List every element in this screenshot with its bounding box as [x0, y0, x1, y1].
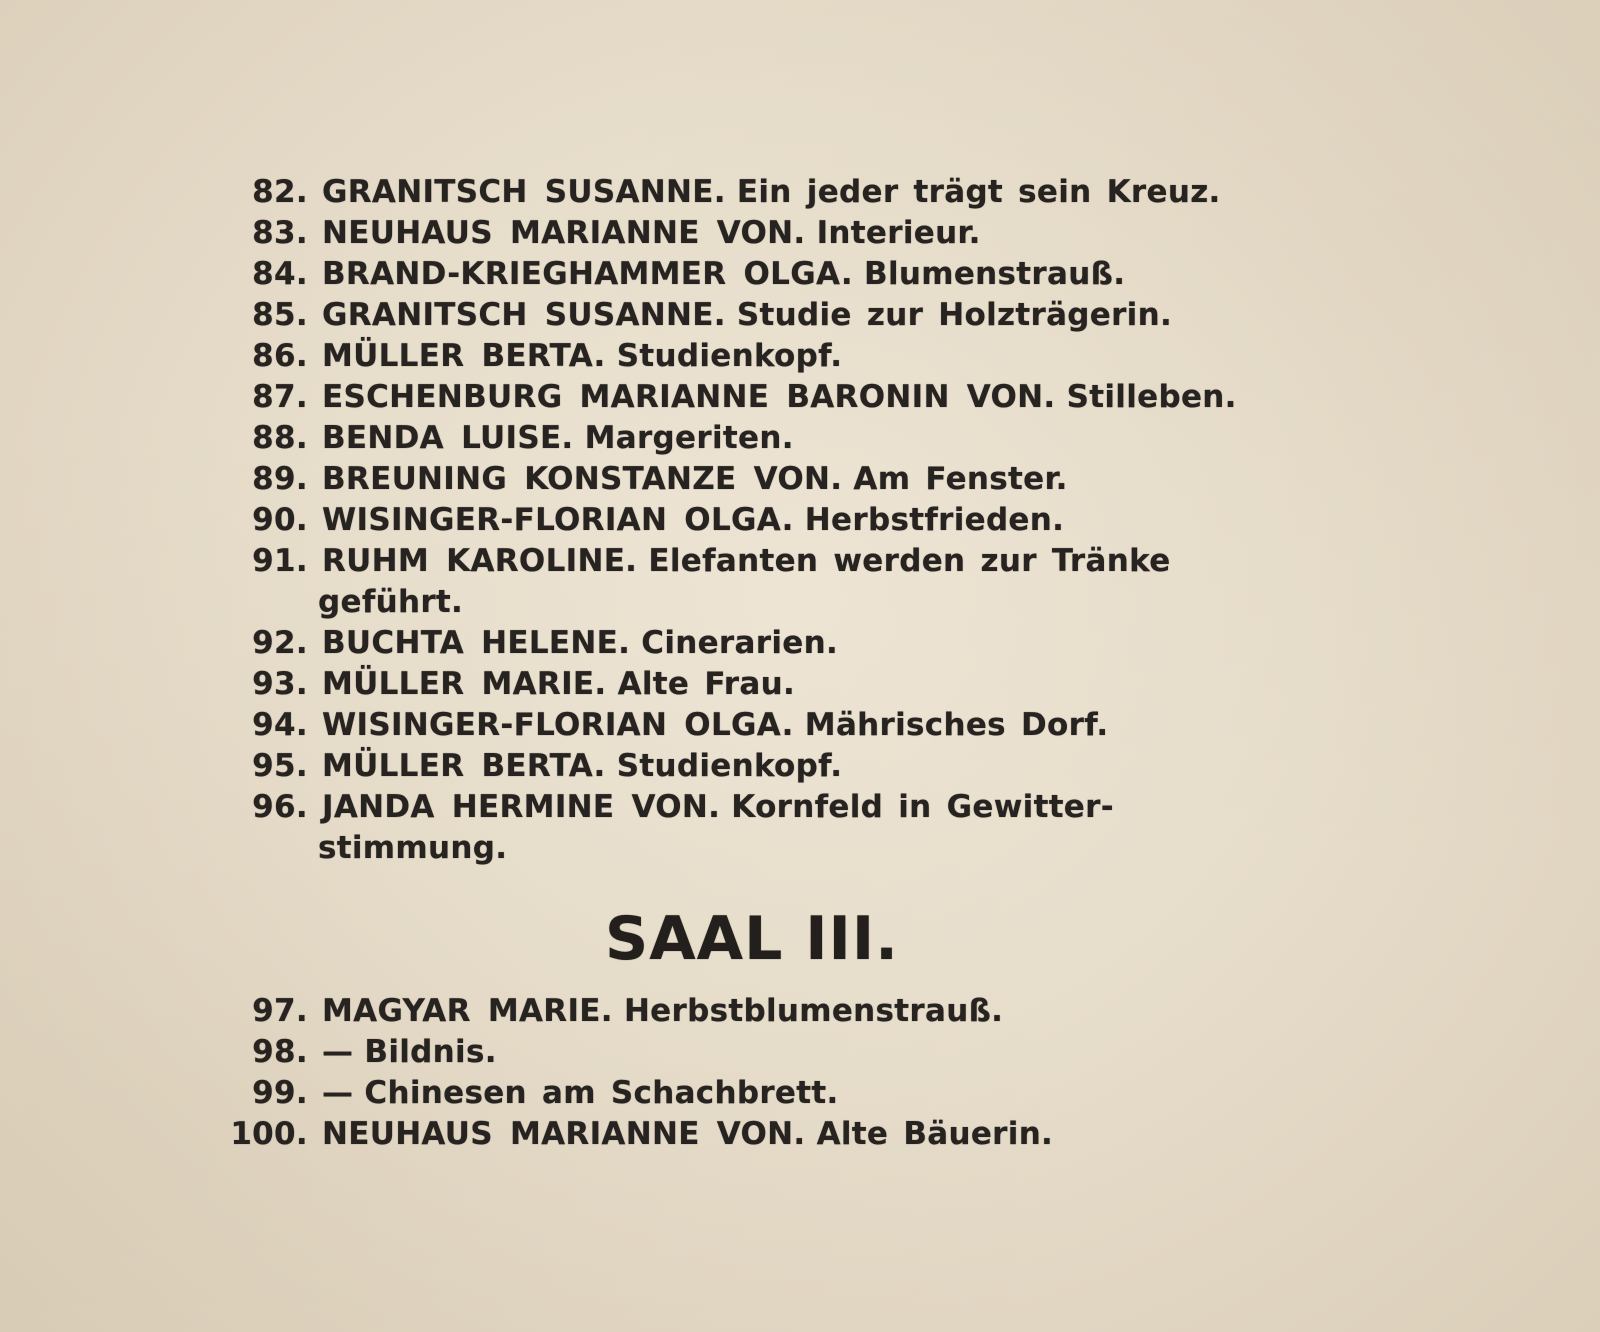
catalogue-entry-100: [212, 1114, 1362, 1155]
catalogue-entry-89: [212, 459, 1362, 500]
entry-number: 98.: [252, 1034, 308, 1070]
entry-number: 92.: [252, 625, 308, 661]
catalogue-list: [212, 172, 1362, 1155]
catalogue-entry-82: [212, 172, 1362, 213]
entry-title-continuation: geführt.: [318, 584, 464, 620]
section-heading-saal-iii: SAAL III.: [605, 904, 899, 974]
catalogue-entry-90: [212, 500, 1362, 541]
entry-artist: ESCHENBURG MARIANNE BARONIN VON.: [322, 379, 1056, 415]
entry-title: Bildnis.: [364, 1034, 497, 1070]
entry-artist: BENDA LUISE.: [322, 420, 574, 456]
entry-number: 82.: [252, 174, 308, 210]
catalogue-entry-84: [212, 254, 1362, 295]
section-two-entries: [212, 172, 1362, 869]
entry-number: 87.: [252, 379, 308, 415]
entry-number: 84.: [252, 256, 308, 292]
entry-number: 86.: [252, 338, 308, 374]
entry-number: 100.: [230, 1116, 308, 1152]
entry-title-continuation: stimmung.: [318, 830, 508, 866]
entry-title: Margeriten.: [584, 420, 794, 456]
entry-title: Herbstfrieden.: [804, 502, 1065, 538]
entry-number: 83.: [252, 215, 308, 251]
entry-artist: GRANITSCH SUSANNE.: [322, 297, 726, 333]
catalogue-entry-99: [212, 1073, 1362, 1114]
entry-title: Studienkopf.: [616, 338, 843, 374]
catalogue-entry-83: [212, 213, 1362, 254]
catalogue-entry-95: [212, 746, 1362, 787]
catalogue-entry-98: [212, 1032, 1362, 1073]
entry-title: Mährisches Dorf.: [804, 707, 1109, 743]
catalogue-entry-92: [212, 623, 1362, 664]
entry-title: Stilleben.: [1066, 379, 1237, 415]
catalogue-entry-86: [212, 336, 1362, 377]
entry-artist: NEUHAUS MARIANNE VON.: [322, 1116, 806, 1152]
entry-artist: WISINGER-FLORIAN OLGA.: [322, 502, 794, 538]
entry-title: Studienkopf.: [616, 748, 843, 784]
entry-title: Chinesen am Schachbrett.: [364, 1075, 839, 1111]
entry-number: 88.: [252, 420, 308, 456]
entry-artist: BUCHTA HELENE.: [322, 625, 631, 661]
entry-artist-ditto-dash: —: [322, 1075, 354, 1111]
entry-artist: WISINGER-FLORIAN OLGA.: [322, 707, 794, 743]
entry-artist: MAGYAR MARIE.: [322, 993, 613, 1029]
entry-title: Am Fenster.: [853, 461, 1068, 497]
section-three-entries: [212, 991, 1362, 1155]
entry-artist: JANDA HERMINE VON.: [322, 789, 721, 825]
entry-artist: MÜLLER BERTA.: [322, 338, 606, 374]
entry-artist: NEUHAUS MARIANNE VON.: [322, 215, 806, 251]
entry-artist: MÜLLER MARIE.: [322, 666, 607, 702]
entry-number: 89.: [252, 461, 308, 497]
entry-number: 93.: [252, 666, 308, 702]
entry-title: Studie zur Holzträgerin.: [736, 297, 1173, 333]
entry-number: 97.: [252, 993, 308, 1029]
entry-title: Alte Frau.: [617, 666, 796, 702]
catalogue-entry-97: [212, 991, 1362, 1032]
catalogue-entry-96: [212, 787, 1362, 869]
entry-number: 85.: [252, 297, 308, 333]
entry-title: Ein jeder trägt sein Kreuz.: [736, 174, 1221, 210]
entry-artist-ditto-dash: —: [322, 1034, 354, 1070]
entry-artist: BRAND-KRIEGHAMMER OLGA.: [322, 256, 853, 292]
entry-title: Elefanten werden zur Tränke: [648, 543, 1171, 579]
entry-number: 99.: [252, 1075, 308, 1111]
catalogue-entry-91: [212, 541, 1362, 623]
entry-artist: MÜLLER BERTA.: [322, 748, 606, 784]
entry-artist: GRANITSCH SUSANNE.: [322, 174, 726, 210]
entry-artist: RUHM KAROLINE.: [322, 543, 638, 579]
entry-title: Kornfeld in Gewitter-: [731, 789, 1114, 825]
catalogue-entry-85: [212, 295, 1362, 336]
catalogue-entry-94: [212, 705, 1362, 746]
catalogue-entry-93: [212, 664, 1362, 705]
entry-title: Alte Bäuerin.: [816, 1116, 1054, 1152]
entry-title: Blumenstrauß.: [864, 256, 1126, 292]
entry-title: Cinerarien.: [641, 625, 839, 661]
entry-number: 90.: [252, 502, 308, 538]
entry-number: 91.: [252, 543, 308, 579]
entry-number: 96.: [252, 789, 308, 825]
catalogue-entry-87: [212, 377, 1362, 418]
entry-title: Herbstblumenstrauß.: [623, 993, 1004, 1029]
entry-number: 94.: [252, 707, 308, 743]
entry-number: 95.: [252, 748, 308, 784]
catalogue-entry-88: [212, 418, 1362, 459]
entry-title: Interieur.: [816, 215, 981, 251]
entry-artist: BREUNING KONSTANZE VON.: [322, 461, 843, 497]
